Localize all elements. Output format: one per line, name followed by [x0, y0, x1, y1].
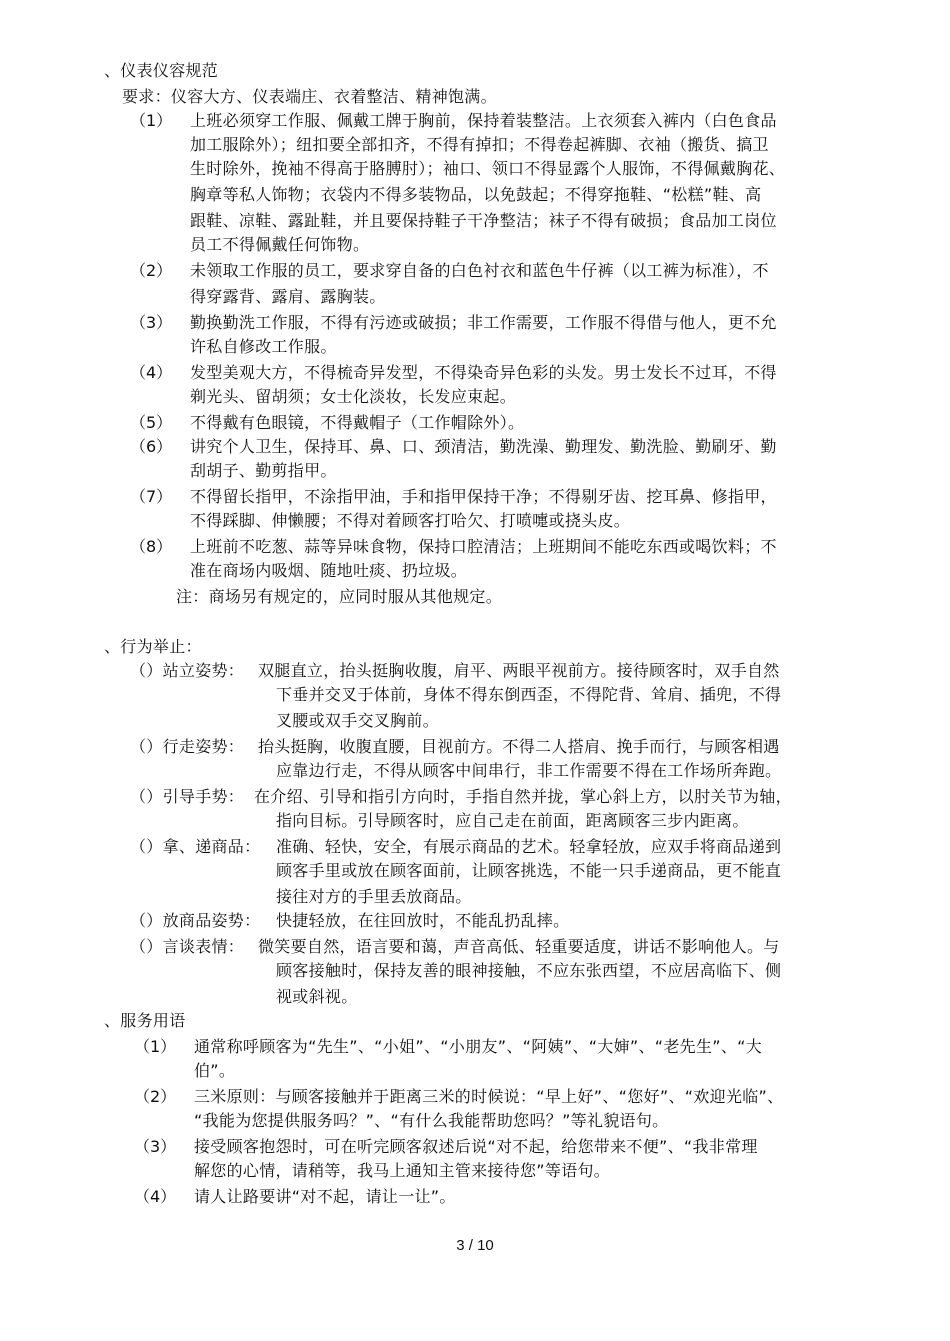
- item-text: 不得戴有色眼镜，不得戴帽子（工作帽除外）。: [190, 413, 525, 432]
- item-number: （1）: [130, 111, 173, 130]
- item-text: 未领取工作服的员工，要求穿自备的白色衬衣和蓝色牛仔裤（以工裤为标准），不: [190, 261, 769, 280]
- section-heading: 、仪表仪容规范: [104, 61, 219, 80]
- item-text: 接受顾客抱怨时，可在听完顾客叙述后说“对不起，给您带来不便”、“我非常理: [194, 1137, 758, 1156]
- item-text: 发型美观大方，不得梳奇异发型，不得染奇异色彩的头发。男士发长不过耳，不得: [190, 363, 777, 382]
- item-label: （）放商品姿势：: [130, 911, 261, 930]
- item-text: 接往对方的手里丢放商品。: [276, 887, 472, 906]
- item-text: 不得踩脚、伸懒腰；不得对着顾客打哈欠、打喷嚏或挠头皮。: [190, 511, 631, 530]
- item-label: （）拿、递商品：: [130, 837, 261, 856]
- item-text: 胸章等私人饰物；衣袋内不得多装物品，以免鼓起；不得穿拖鞋、“松糕”鞋、高: [190, 185, 762, 204]
- item-text: 跟鞋、凉鞋、露趾鞋，并且要保持鞋子干净整洁；袜子不得有破损；食品加工岗位: [190, 211, 777, 230]
- item-text: 视或斜视。: [276, 987, 358, 1006]
- requirement-text: 要求：仪容大方、仪表端庄、衣着整洁、精神饱满。: [122, 87, 497, 106]
- item-text: 抬头挺胸，收腹直腰，目视前方。不得二人搭肩、挽手而行，与顾客相遇: [258, 737, 780, 756]
- item-text: 剃光头、留胡须；女士化淡妆，长发应束起。: [190, 387, 517, 406]
- item-label: （）站立姿势：: [130, 661, 245, 680]
- item-label: （）引导手势：: [130, 787, 245, 806]
- item-text: 解您的心情，请稍等，我马上通知主管来接待您”等语句。: [194, 1161, 611, 1180]
- item-text: 不得留长指甲，不涂指甲油，手和指甲保持干净；不得剔牙齿、挖耳鼻、修指甲，: [190, 487, 777, 506]
- item-text: 顾客手里或放在顾客面前，让顾客挑选，不能一只手递商品，更不能直: [276, 861, 782, 880]
- item-text: 讲究个人卫生，保持耳、鼻、口、颈清洁，勤洗澡、勤理发、勤洗脸、勤刷牙、勤: [190, 437, 777, 456]
- item-text: 微笑要自然，语言要和蔼，声音高低、轻重要适度，讲话不影响他人。与: [258, 937, 780, 956]
- item-text: 勤换勤洗工作服，不得有污迹或破损；非工作需要，工作服不得借与他人，更不允: [190, 313, 777, 332]
- item-number: （8）: [130, 537, 173, 556]
- item-text: 下垂并交叉于体前，身体不得东倒西歪，不得陀背、耸肩、插兜，不得: [276, 685, 782, 704]
- item-number: （5）: [130, 413, 173, 432]
- item-text: 生时除外，挽袖不得高于胳膊肘）；袖口、领口不得显露个人服饰，不得佩戴胸花、: [190, 159, 786, 178]
- item-number: （4）: [134, 1187, 177, 1206]
- item-text: 快捷轻放，在往回放时，不能乱扔乱摔。: [276, 911, 570, 930]
- item-text: 员工不得佩戴任何饰物。: [190, 235, 370, 254]
- item-text: “我能为您提供服务吗？”、“有什么我能帮助您吗？”等礼貌语句。: [194, 1111, 669, 1130]
- item-text: 指向目标。引导顾客时，应自己走在前面，距离顾客三步内距离。: [276, 811, 749, 830]
- item-number: （3）: [134, 1137, 177, 1156]
- section-heading: 、服务用语: [104, 1011, 186, 1030]
- item-number: （2）: [130, 261, 173, 280]
- page-number: 3 / 10: [456, 1237, 494, 1254]
- item-text: 得穿露背、露肩、露胸装。: [190, 287, 386, 306]
- item-text: 上班前不吃葱、蒜等异味食物，保持口腔清洁；上班期间不能吃东西或喝饮料；不: [190, 537, 777, 556]
- item-text: 顾客接触时，保持友善的眼神接触，不应东张西望，不应居高临下、侧: [276, 961, 782, 980]
- item-text: 通常称呼顾客为“先生”、“小姐”、“小朋友”、“阿姨”、“大婶”、“老先生”、“大: [194, 1037, 763, 1056]
- item-text: 准在商场内吸烟、随地吐痰、扔垃圾。: [190, 561, 468, 580]
- item-number: （7）: [130, 487, 173, 506]
- item-number: （1）: [134, 1037, 177, 1056]
- item-text: 许私自修改工作服。: [190, 337, 337, 356]
- item-text: 刮胡子、勤剪指甲。: [190, 461, 337, 480]
- section-heading: 、行为举止：: [104, 637, 202, 656]
- item-number: （6）: [130, 437, 173, 456]
- item-text: 准确、轻快，安全，有展示商品的艺术。轻拿轻放，应双手将商品递到: [276, 837, 782, 856]
- note-text: 注：商场另有规定的，应同时服从其他规定。: [176, 587, 503, 606]
- item-label: （）行走姿势：: [130, 737, 245, 756]
- item-number: （3）: [130, 313, 173, 332]
- item-text: 应靠边行走，不得从顾客中间串行，非工作需要不得在工作场所奔跑。: [276, 761, 782, 780]
- item-text: 加工服除外）；纽扣要全部扣齐，不得有掉扣；不得卷起裤脚、衣袖（搬货、搞卫: [190, 135, 769, 154]
- item-text: 伯”。: [194, 1061, 236, 1080]
- item-text: 请人让路要讲“对不起，请让一让”。: [194, 1187, 456, 1206]
- item-text: 上班必须穿工作服、佩戴工牌于胸前，保持着装整洁。上衣须套入裤内（白色食品: [190, 111, 777, 130]
- item-text: 在介绍、引导和指引方向时，手指自然并拢，掌心斜上方，以肘关节为轴，: [254, 787, 792, 806]
- item-number: （4）: [130, 363, 173, 382]
- item-number: （2）: [134, 1087, 177, 1106]
- item-text: 叉腰或双手交叉胸前。: [276, 711, 440, 730]
- item-label: （）言谈表情：: [130, 937, 245, 956]
- item-text: 双腿直立，抬头挺胸收腹，肩平、两眼平视前方。接待顾客时，双手自然: [258, 661, 780, 680]
- item-text: 三米原则：与顾客接触并于距离三米的时候说：“早上好”、“您好”、“欢迎光临”、: [194, 1087, 784, 1106]
